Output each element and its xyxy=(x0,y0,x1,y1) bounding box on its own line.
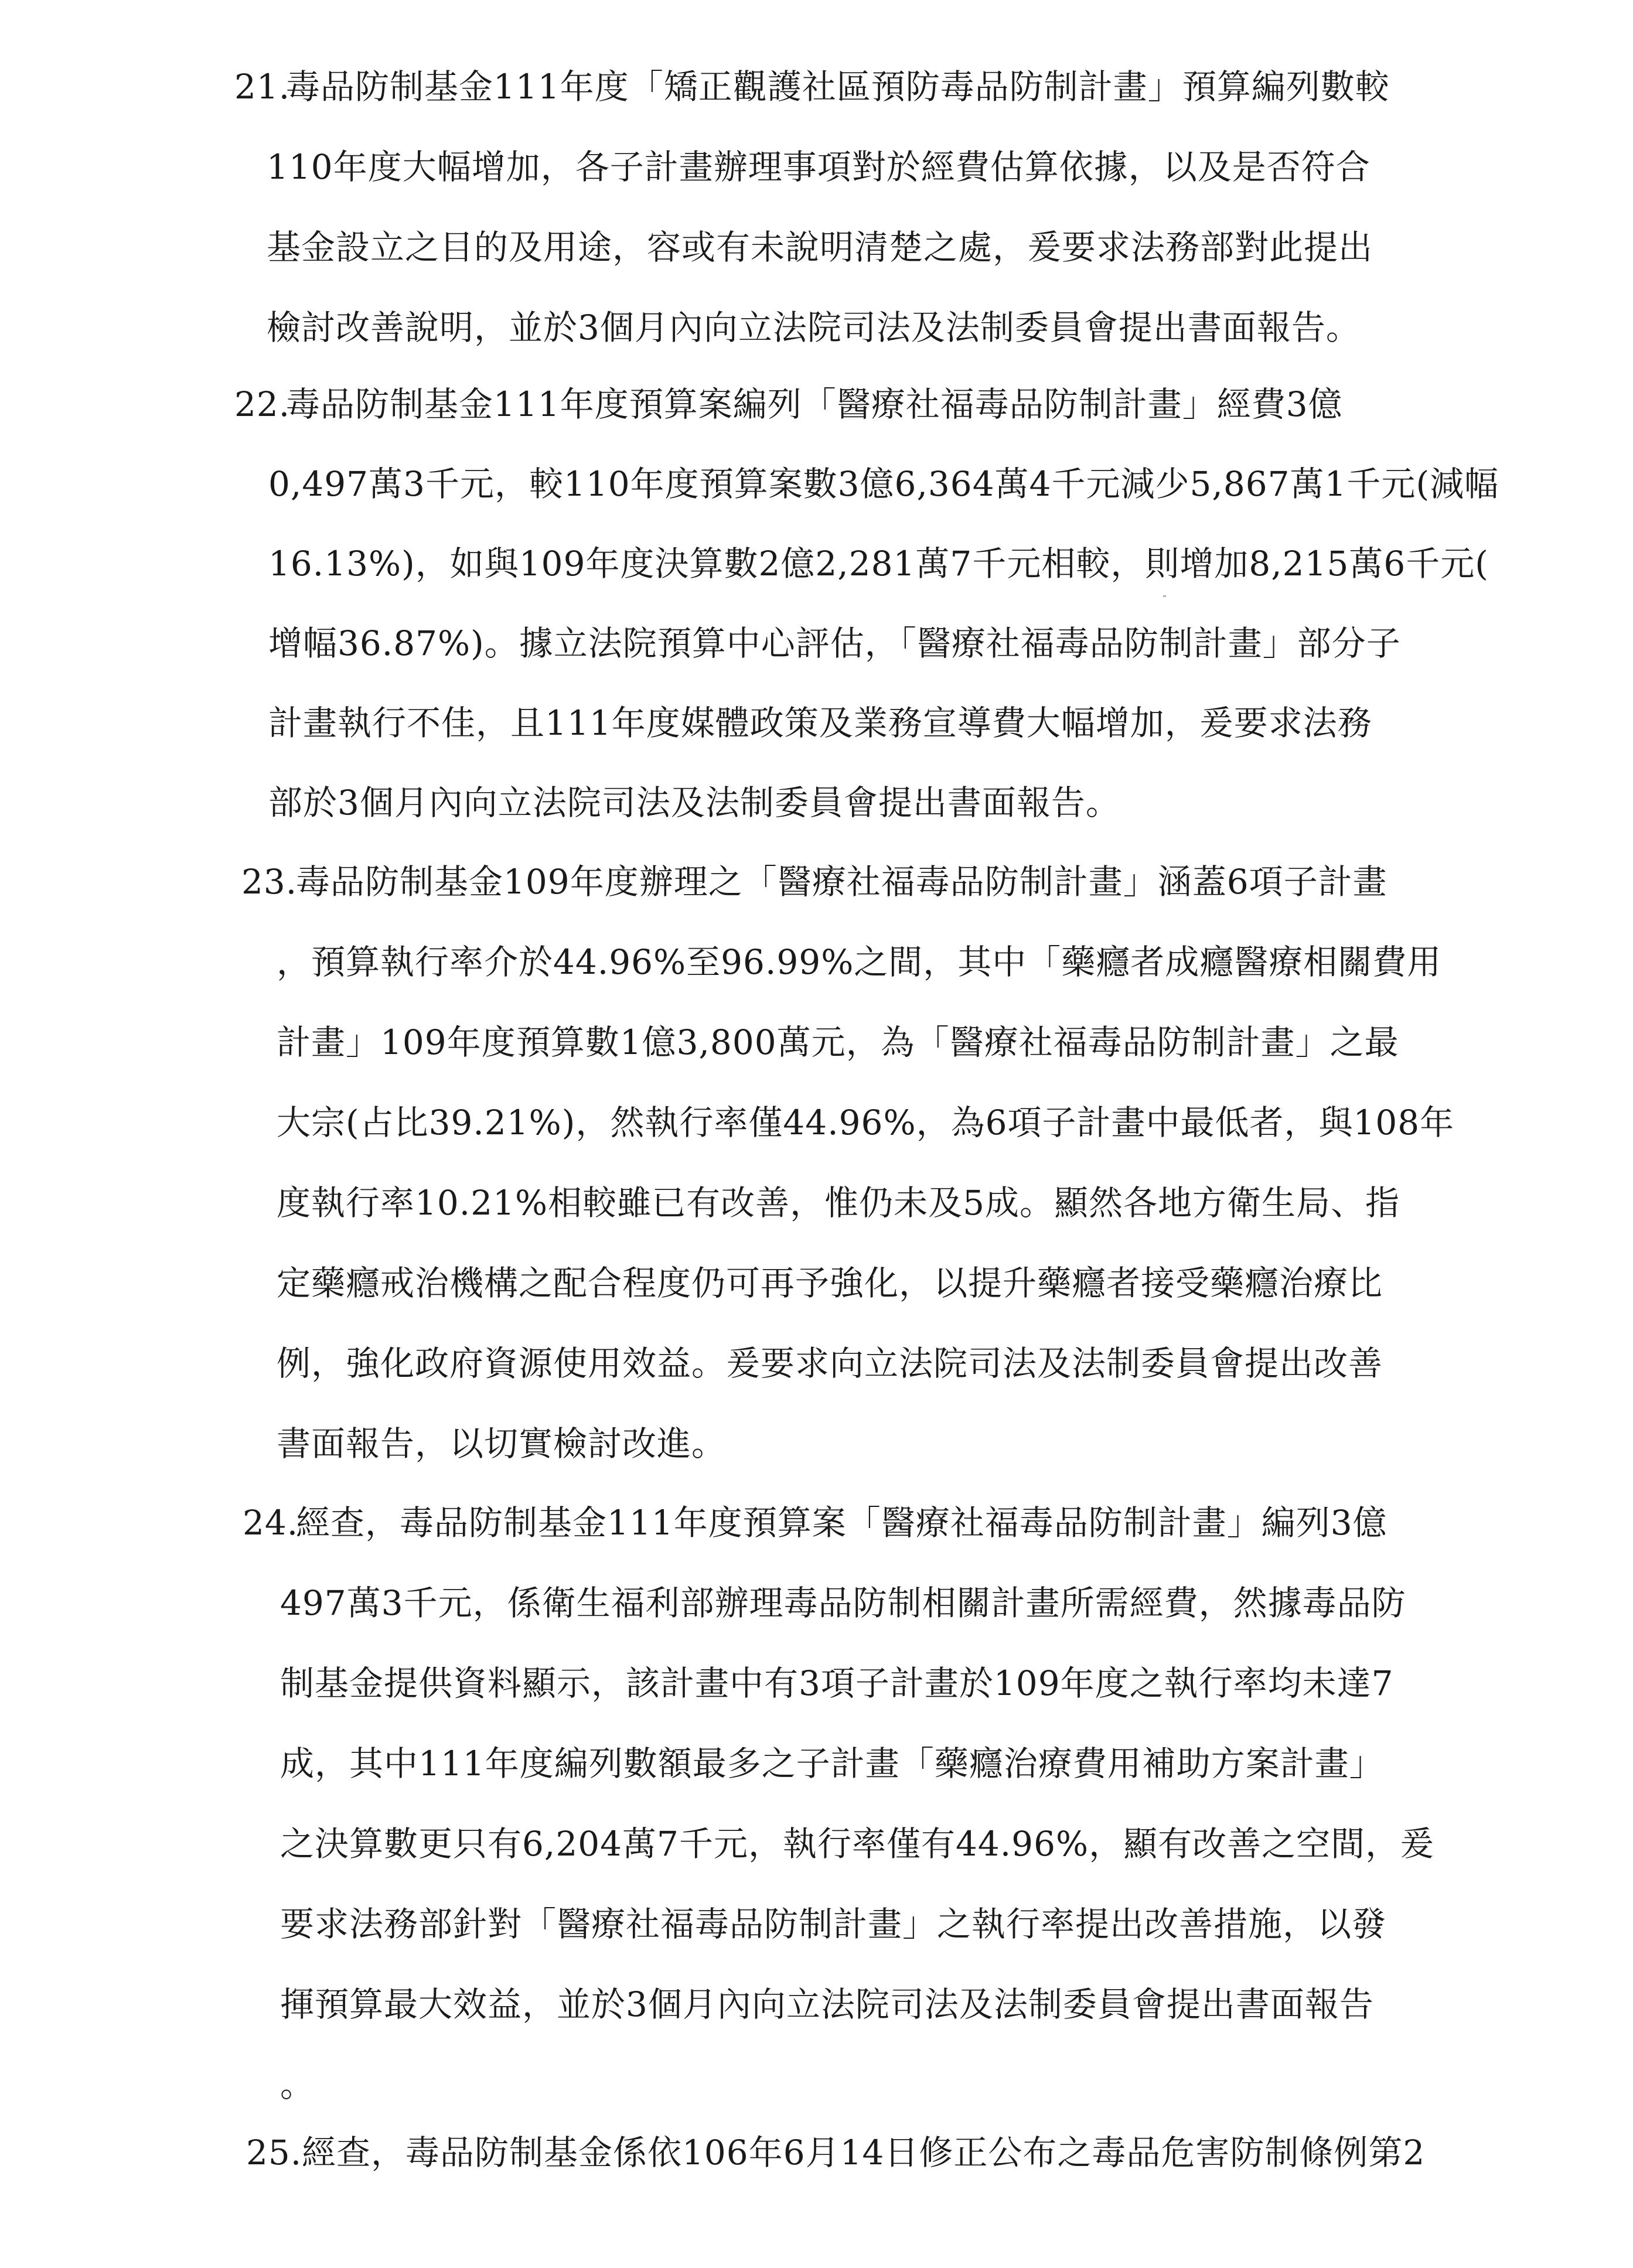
item-text-line: 毒品防制基金111年度「矯正觀護社區預防毒品防制計畫」預算編列數較 xyxy=(286,67,1390,107)
item-number: 21. xyxy=(234,67,291,107)
item-text-line: 經查，毒品防制基金係依106年6月14日修正公布之毒品危害防制條例第2 xyxy=(302,2133,1426,2172)
item-text-line: 16.13%)，如與109年度決算數2億2,281萬7千元相較，則增加8,215萬6千元( xyxy=(268,544,1489,584)
item-text-line: 要求法務部針對「醫療社福毒品防制計畫」之執行率提出改善措施，以發 xyxy=(280,1904,1387,1944)
item-text-line: 部於3個月內向立法院司法及法制委員會提出書面報告。 xyxy=(268,783,1120,823)
item-text-line: 書面報告，以切實檢討改進。 xyxy=(277,1424,727,1464)
item-text-line: 檢討改善說明，並於3個月內向立法院司法及法制委員會提出書面報告。 xyxy=(267,308,1361,347)
item-text-line: 之決算數更只有6,204萬7千元，執行率僅有44.96%，顯有改善之空間，爰 xyxy=(280,1824,1435,1864)
item-text-line: 制基金提供資料顯示，該計畫中有3項子計畫於109年度之執行率均未達7 xyxy=(280,1663,1394,1703)
item-text-line: 經查，毒品防制基金111年度預算案「醫療社福毒品防制計畫」編列3億 xyxy=(296,1503,1387,1543)
item-text-line: 定藥癮戒治機構之配合程度仍可再予強化，以提升藥癮者接受藥癮治療比 xyxy=(277,1263,1383,1303)
item-number: 22. xyxy=(234,384,291,424)
item-text-line: 0,497萬3千元，較110年度預算案數3億6,364萬4千元減少5,867萬1千元(減幅 xyxy=(268,464,1499,504)
item-text-line: ，預算執行率介於44.96%至96.99%之間，其中「藥癮者成癮醫療相關費用 xyxy=(277,942,1442,982)
item-text-line: 110年度大幅增加，各子計畫辦理事項對於經費估算依據，以及是否符合 xyxy=(267,147,1371,187)
item-text-line: 。 xyxy=(280,2065,315,2105)
item-text-line: 497萬3千元，係衛生福利部辦理毒品防制相關計畫所需經費，然據毒品防 xyxy=(280,1583,1406,1623)
item-text-line: 增幅36.87%)。據立法院預算中心評估，「醫療社福毒品防制計畫」部分子 xyxy=(268,623,1401,663)
item-text-line: 計畫」109年度預算數1億3,800萬元，為「醫療社福毒品防制計畫」之最 xyxy=(277,1022,1399,1062)
item-text-line: 成，其中111年度編列數額最多之子計畫「藥癮治療費用補助方案計畫」 xyxy=(280,1744,1384,1783)
item-text-line: 例，強化政府資源使用效益。爰要求向立法院司法及法制委員會提出改善 xyxy=(277,1343,1383,1383)
item-text-line: 基金設立之目的及用途，容或有未說明清楚之處，爰要求法務部對此提出 xyxy=(267,227,1373,267)
item-text-line: 揮預算最大效益，並於3個月內向立法院司法及法制委員會提出書面報告 xyxy=(280,1984,1374,2024)
item-text-line: 大宗(占比39.21%)，然執行率僅44.96%，為6項子計畫中最低者，與108年 xyxy=(277,1103,1455,1142)
scan-speck xyxy=(1163,595,1166,597)
item-text-line: 毒品防制基金109年度辦理之「醫療社福毒品防制計畫」涵蓋6項子計畫 xyxy=(296,862,1387,902)
item-number: 23. xyxy=(241,862,298,902)
item-number: 24. xyxy=(243,1503,299,1543)
item-number: 25. xyxy=(246,2133,302,2172)
item-text-line: 度執行率10.21%相較雖已有改善，惟仍未及5成。顯然各地方衛生局、指 xyxy=(277,1183,1400,1223)
item-text-line: 計畫執行不佳，且111年度媒體政策及業務宣導費大幅增加，爰要求法務 xyxy=(268,703,1372,743)
item-text-line: 毒品防制基金111年度預算案編列「醫療社福毒品防制計畫」經費3億 xyxy=(286,384,1343,424)
